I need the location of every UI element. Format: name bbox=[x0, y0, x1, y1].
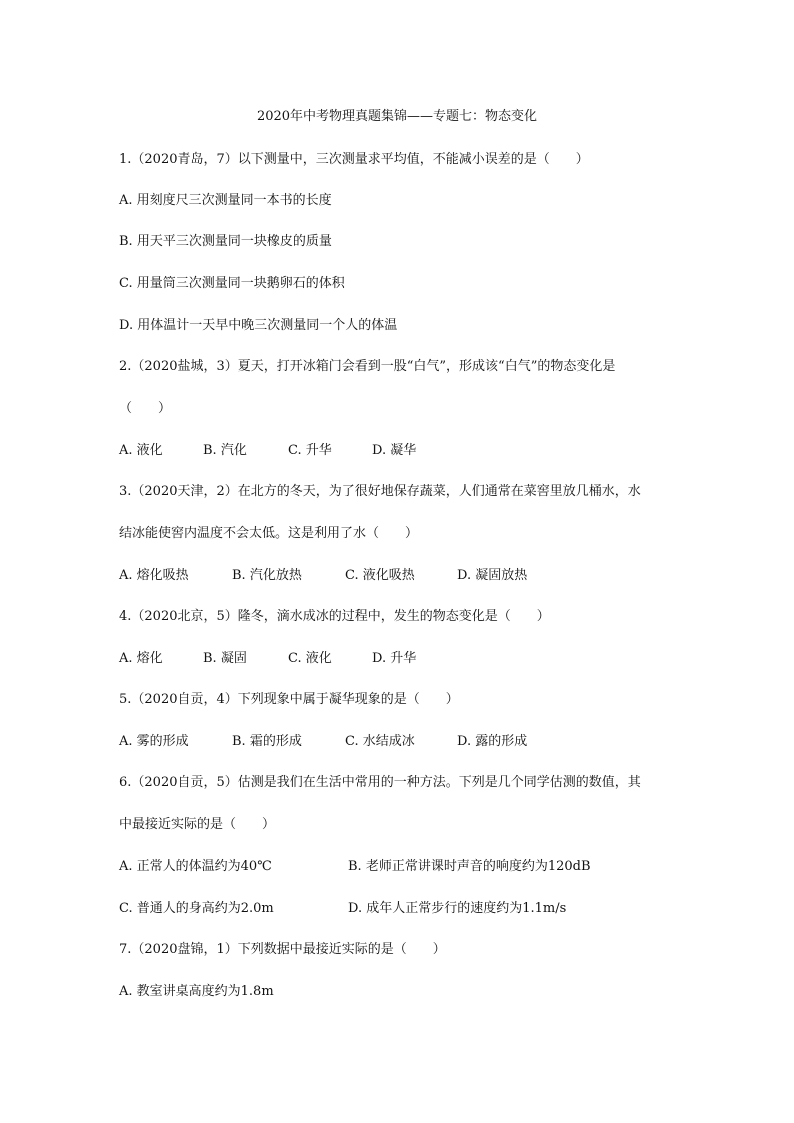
question-5-option-a: A. 雾的形成 bbox=[119, 734, 189, 749]
question-2-option-a: A. 液化 bbox=[119, 443, 163, 458]
question-5-option-c: C. 水结成冰 bbox=[345, 734, 415, 749]
question-6-option-a: A. 正常人的体温约为40℃ bbox=[119, 859, 272, 874]
question-7-option-a: A. 教室讲桌高度约为1.8m bbox=[119, 984, 274, 999]
document-title: 2020年中考物理真题集锦——专题七：物态变化 bbox=[256, 109, 538, 124]
question-3-option-a: A. 熔化吸热 bbox=[119, 568, 189, 583]
question-5-stem: 5.（2020自贡，4）下列现象中属于凝华现象的是（ ） bbox=[119, 692, 459, 707]
question-2-option-b: B. 汽化 bbox=[203, 443, 247, 458]
question-3-option-c: C. 液化吸热 bbox=[345, 568, 415, 583]
question-6-option-d: D. 成年人正常步行的速度约为1.1m/s bbox=[348, 901, 567, 916]
question-4-option-c: C. 液化 bbox=[288, 651, 332, 666]
question-1-option-d: D. 用体温计一天早中晚三次测量同一个人的体温 bbox=[119, 318, 398, 333]
question-2-stem-line-2: （ ） bbox=[119, 401, 172, 416]
question-7-stem: 7.（2020盘锦，1）下列数据中最接近实际的是（ ） bbox=[119, 942, 446, 957]
question-1-option-b: B. 用天平三次测量同一块橡皮的质量 bbox=[119, 234, 332, 249]
question-6-stem-line-2: 中最接近实际的是（ ） bbox=[119, 817, 276, 832]
question-3-stem-line-1: 3.（2020天津，2）在北方的冬天，为了很好地保存蔬菜，人们通常在菜窖里放几桶水，水 bbox=[119, 484, 641, 499]
question-6-stem-line-1: 6.（2020自贡，5）估测是我们在生活中常用的一种方法。下列是几个同学估测的数值，其 bbox=[119, 775, 641, 790]
question-5-option-b: B. 霜的形成 bbox=[232, 734, 302, 749]
question-3-option-b: B. 汽化放热 bbox=[232, 568, 302, 583]
question-4-option-b: B. 凝固 bbox=[203, 651, 247, 666]
question-4-option-d: D. 升华 bbox=[372, 651, 417, 666]
question-1-stem: 1.（2020青岛，7）以下测量中，三次测量求平均值，不能减小误差的是（ ） bbox=[119, 152, 589, 167]
question-6-option-c: C. 普通人的身高约为2.0m bbox=[119, 901, 274, 916]
question-4-stem: 4.（2020北京，5）隆冬，滴水成冰的过程中，发生的物态变化是（ ） bbox=[119, 609, 550, 624]
question-4-option-a: A. 熔化 bbox=[119, 651, 163, 666]
question-1-option-c: C. 用量筒三次测量同一块鹅卵石的体积 bbox=[119, 276, 345, 291]
question-2-option-d: D. 凝华 bbox=[372, 443, 417, 458]
question-3-option-d: D. 凝固放热 bbox=[457, 568, 528, 583]
question-5-option-d: D. 露的形成 bbox=[457, 734, 528, 749]
question-1-option-a: A. 用刻度尺三次测量同一本书的长度 bbox=[119, 193, 332, 208]
question-2-stem-line-1: 2.（2020盐城，3）夏天，打开冰箱门会看到一股“白气”，形成该“白气”的物态变化是 bbox=[119, 359, 616, 374]
question-6-option-b: B. 老师正常讲课时声音的响度约为120dB bbox=[348, 859, 591, 874]
question-3-stem-line-2: 结冰能使窖内温度不会太低。这是利用了水（ ） bbox=[119, 526, 419, 541]
question-2-option-c: C. 升华 bbox=[288, 443, 332, 458]
